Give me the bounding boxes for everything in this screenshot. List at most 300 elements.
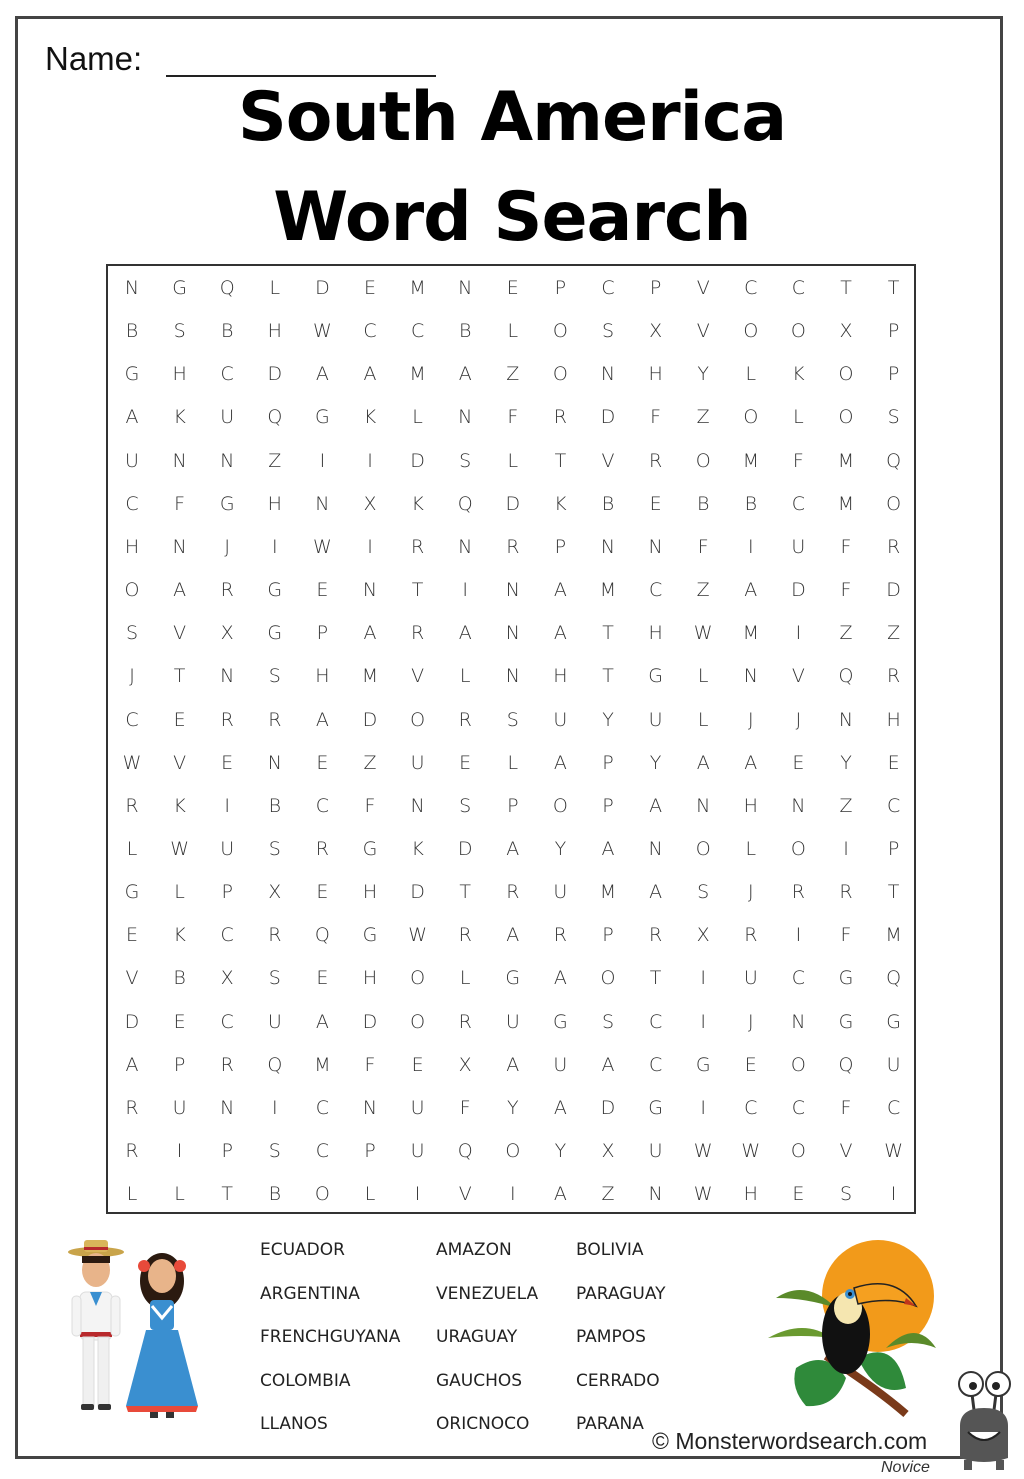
grid-letter[interactable]: L <box>126 1183 138 1206</box>
grid-letter[interactable]: Y <box>840 751 852 774</box>
grid-letter[interactable]: I <box>795 622 802 645</box>
grid-letter[interactable]: Q <box>457 1140 473 1162</box>
grid-letter[interactable]: I <box>509 1183 516 1206</box>
grid-letter[interactable]: H <box>743 794 758 817</box>
grid-letter[interactable]: N <box>743 665 758 688</box>
grid-letter[interactable]: I <box>367 449 373 472</box>
grid-letter[interactable]: S <box>173 320 186 343</box>
grid-letter[interactable]: N <box>458 535 473 558</box>
grid-letter[interactable]: G <box>172 277 187 299</box>
grid-letter[interactable]: N <box>172 449 187 472</box>
grid-letter[interactable]: X <box>220 622 234 645</box>
grid-letter[interactable]: N <box>458 406 473 429</box>
grid-letter[interactable]: J <box>129 665 135 688</box>
grid-letter[interactable]: X <box>649 320 663 343</box>
grid-letter[interactable]: D <box>600 1096 616 1119</box>
grid-letter[interactable]: I <box>271 1096 278 1119</box>
grid-letter[interactable]: A <box>744 579 758 602</box>
grid-letter[interactable]: M <box>837 449 855 472</box>
grid-letter[interactable]: H <box>362 881 378 904</box>
grid-letter[interactable]: S <box>268 967 281 990</box>
grid-letter[interactable]: Z <box>696 579 710 602</box>
grid-letter[interactable]: M <box>361 665 379 688</box>
grid-letter[interactable]: P <box>887 837 900 860</box>
grid-letter[interactable]: E <box>125 924 138 947</box>
grid-letter[interactable]: H <box>267 492 282 515</box>
grid-letter[interactable]: D <box>791 579 806 602</box>
grid-letter[interactable]: R <box>506 535 520 558</box>
grid-letter[interactable]: N <box>838 708 854 731</box>
grid-letter[interactable]: L <box>364 1183 376 1206</box>
grid-letter[interactable]: L <box>126 837 138 860</box>
grid-letter[interactable]: Y <box>554 837 567 860</box>
grid-letter[interactable]: F <box>174 492 186 515</box>
grid-letter[interactable]: D <box>457 837 473 860</box>
grid-letter[interactable]: N <box>410 794 425 817</box>
grid-letter[interactable]: A <box>125 406 139 429</box>
grid-letter[interactable]: N <box>362 579 378 602</box>
grid-letter[interactable]: F <box>840 1096 852 1119</box>
grid-letter[interactable]: O <box>552 320 568 343</box>
grid-letter[interactable]: P <box>602 751 614 774</box>
grid-letter[interactable]: G <box>886 1010 901 1033</box>
grid-letter[interactable]: N <box>220 665 235 688</box>
grid-letter[interactable]: R <box>648 449 663 472</box>
grid-letter[interactable]: P <box>887 320 900 343</box>
grid-letter[interactable]: Z <box>839 622 853 645</box>
grid-letter[interactable]: I <box>747 535 754 558</box>
grid-letter[interactable]: I <box>319 449 326 472</box>
grid-letter[interactable]: E <box>792 1183 805 1206</box>
grid-letter[interactable]: C <box>315 1140 330 1162</box>
grid-letter[interactable]: E <box>411 1053 424 1076</box>
grid-letter[interactable]: N <box>648 837 663 860</box>
grid-letter[interactable]: D <box>267 363 283 386</box>
grid-letter[interactable]: A <box>553 579 567 602</box>
grid-letter[interactable]: L <box>507 320 519 343</box>
grid-letter[interactable]: B <box>268 1183 282 1206</box>
grid-letter[interactable]: D <box>362 1010 378 1033</box>
grid-letter[interactable]: M <box>409 277 426 299</box>
grid-letter[interactable]: V <box>839 1140 853 1162</box>
grid-letter[interactable]: R <box>839 881 853 904</box>
grid-letter[interactable]: R <box>268 924 282 947</box>
grid-letter[interactable]: W <box>884 1140 903 1162</box>
grid-letter[interactable]: O <box>552 794 568 817</box>
grid-letter[interactable]: X <box>696 924 710 947</box>
grid-letter[interactable]: B <box>173 967 186 990</box>
grid-letter[interactable]: O <box>790 1140 806 1162</box>
grid-letter[interactable]: J <box>224 535 230 558</box>
grid-letter[interactable]: X <box>458 1053 472 1076</box>
grid-letter[interactable]: S <box>601 320 615 343</box>
grid-letter[interactable]: C <box>744 1096 758 1119</box>
grid-letter[interactable]: E <box>887 751 900 774</box>
grid-letter[interactable]: K <box>173 924 186 947</box>
grid-letter[interactable]: G <box>838 967 854 990</box>
grid-letter[interactable]: C <box>220 1010 234 1033</box>
grid-letter[interactable]: Z <box>696 406 710 429</box>
grid-letter[interactable]: X <box>220 967 234 990</box>
grid-letter[interactable]: W <box>741 1140 761 1162</box>
grid-letter[interactable]: H <box>648 622 663 645</box>
grid-letter[interactable]: M <box>599 881 617 904</box>
grid-letter[interactable]: K <box>411 492 424 515</box>
grid-letter[interactable]: T <box>887 881 900 904</box>
grid-letter[interactable]: N <box>505 579 520 602</box>
grid-letter[interactable]: P <box>602 924 614 947</box>
grid-letter[interactable]: U <box>743 967 758 990</box>
grid-letter[interactable]: P <box>649 277 662 299</box>
grid-letter[interactable]: U <box>220 837 235 860</box>
grid-letter[interactable]: E <box>173 1010 186 1033</box>
grid-letter[interactable]: N <box>648 1183 663 1206</box>
grid-letter[interactable]: O <box>790 320 806 343</box>
grid-letter[interactable]: O <box>695 449 711 472</box>
grid-letter[interactable]: Q <box>314 924 330 947</box>
grid-letter[interactable]: T <box>411 579 424 602</box>
grid-letter[interactable]: F <box>364 794 376 817</box>
grid-letter[interactable]: S <box>459 794 472 817</box>
grid-letter[interactable]: N <box>791 794 806 817</box>
grid-letter[interactable]: Y <box>554 1140 567 1162</box>
grid-letter[interactable]: Z <box>268 449 282 472</box>
grid-letter[interactable]: K <box>173 406 186 429</box>
grid-letter[interactable]: R <box>410 622 425 645</box>
grid-letter[interactable]: F <box>840 579 852 602</box>
grid-letter[interactable]: B <box>458 320 472 343</box>
grid-letter[interactable]: Q <box>886 449 902 472</box>
grid-letter[interactable]: H <box>743 1183 758 1206</box>
grid-letter[interactable]: O <box>743 320 759 343</box>
grid-letter[interactable]: E <box>459 751 472 774</box>
grid-letter[interactable]: U <box>791 535 806 558</box>
grid-letter[interactable]: M <box>599 579 617 602</box>
grid-letter[interactable]: Z <box>506 363 520 386</box>
grid-letter[interactable]: O <box>743 406 759 429</box>
grid-letter[interactable]: K <box>792 363 805 386</box>
grid-letter[interactable]: R <box>125 1096 139 1119</box>
grid-letter[interactable]: X <box>268 881 282 904</box>
grid-letter[interactable]: A <box>744 751 758 774</box>
grid-letter[interactable]: I <box>414 1183 421 1206</box>
grid-letter[interactable]: L <box>412 406 423 429</box>
grid-letter[interactable]: T <box>602 622 614 645</box>
grid-letter[interactable]: O <box>790 837 806 860</box>
grid-letter[interactable]: O <box>886 492 902 515</box>
grid-letter[interactable]: E <box>506 277 519 299</box>
grid-letter[interactable]: N <box>172 535 187 558</box>
grid-letter[interactable]: M <box>742 449 759 472</box>
grid-letter[interactable]: R <box>220 1053 234 1076</box>
grid-letter[interactable]: S <box>506 708 519 731</box>
grid-letter[interactable]: S <box>125 622 139 645</box>
grid-letter[interactable]: M <box>742 622 759 645</box>
grid-letter[interactable]: F <box>792 449 804 472</box>
name-blank-line[interactable] <box>166 75 436 77</box>
grid-letter[interactable]: L <box>507 751 519 774</box>
grid-letter[interactable]: H <box>124 535 140 558</box>
grid-letter[interactable]: R <box>220 708 234 731</box>
grid-letter[interactable]: A <box>506 837 520 860</box>
grid-letter[interactable]: E <box>363 277 376 299</box>
grid-letter[interactable]: G <box>695 1053 711 1076</box>
grid-letter[interactable]: L <box>269 277 281 299</box>
grid-letter[interactable]: B <box>125 320 139 343</box>
grid-letter[interactable]: O <box>410 1010 426 1033</box>
grid-letter[interactable]: K <box>363 406 377 429</box>
grid-letter[interactable]: C <box>125 492 139 515</box>
grid-letter[interactable]: C <box>648 1053 663 1076</box>
grid-letter[interactable]: C <box>125 708 139 731</box>
grid-letter[interactable]: Q <box>838 665 854 688</box>
grid-letter[interactable]: U <box>886 1053 901 1076</box>
grid-letter[interactable]: A <box>458 622 472 645</box>
grid-letter[interactable]: N <box>505 622 520 645</box>
grid-letter[interactable]: S <box>459 449 472 472</box>
grid-letter[interactable]: A <box>315 708 329 731</box>
grid-letter[interactable]: Z <box>839 794 853 817</box>
grid-letter[interactable]: A <box>173 579 187 602</box>
grid-letter[interactable]: O <box>314 1183 330 1206</box>
grid-letter[interactable]: Y <box>649 751 662 774</box>
grid-letter[interactable]: A <box>553 1096 567 1119</box>
grid-letter[interactable]: H <box>315 665 330 688</box>
grid-letter[interactable]: I <box>700 1010 706 1033</box>
grid-letter[interactable]: C <box>220 363 234 386</box>
grid-letter[interactable]: T <box>554 449 567 472</box>
grid-letter[interactable]: S <box>697 881 710 904</box>
grid-letter[interactable]: A <box>458 363 472 386</box>
grid-letter[interactable]: P <box>554 535 567 558</box>
grid-letter[interactable]: C <box>363 320 377 343</box>
grid-letter[interactable]: Q <box>267 1053 283 1076</box>
grid-letter[interactable]: E <box>792 751 805 774</box>
grid-letter[interactable]: R <box>886 535 901 558</box>
grid-letter[interactable]: D <box>124 1010 140 1033</box>
grid-letter[interactable]: L <box>745 837 757 860</box>
grid-letter[interactable]: W <box>408 924 427 947</box>
grid-letter[interactable]: R <box>220 579 234 602</box>
grid-letter[interactable]: N <box>362 1096 378 1119</box>
grid-letter[interactable]: P <box>602 794 614 817</box>
grid-letter[interactable]: O <box>790 1053 806 1076</box>
grid-letter[interactable]: D <box>315 277 330 299</box>
grid-letter[interactable]: O <box>600 967 616 990</box>
grid-letter[interactable]: R <box>315 837 329 860</box>
grid-letter[interactable]: T <box>173 665 186 688</box>
grid-letter[interactable]: D <box>410 881 425 904</box>
grid-letter[interactable]: C <box>648 579 663 602</box>
grid-letter[interactable]: C <box>791 277 806 299</box>
grid-letter[interactable]: L <box>697 708 709 731</box>
grid-letter[interactable]: I <box>176 1140 183 1162</box>
grid-letter[interactable]: U <box>267 1010 282 1033</box>
grid-letter[interactable]: Z <box>601 1183 615 1206</box>
grid-letter[interactable]: R <box>886 665 901 688</box>
grid-letter[interactable]: V <box>601 449 615 472</box>
grid-letter[interactable]: T <box>840 277 852 299</box>
grid-letter[interactable]: U <box>648 1140 663 1162</box>
grid-letter[interactable]: A <box>553 1183 567 1206</box>
grid-letter[interactable]: A <box>553 622 567 645</box>
grid-letter[interactable]: I <box>795 924 802 947</box>
grid-letter[interactable]: E <box>173 708 186 731</box>
grid-letter[interactable]: U <box>410 1096 425 1119</box>
grid-letter[interactable]: R <box>553 406 567 429</box>
grid-letter[interactable]: P <box>173 1053 186 1076</box>
grid-letter[interactable]: X <box>601 1140 615 1162</box>
grid-letter[interactable]: G <box>315 406 330 429</box>
grid-letter[interactable]: R <box>791 881 805 904</box>
grid-letter[interactable]: T <box>221 1183 233 1206</box>
grid-letter[interactable]: G <box>553 1010 568 1033</box>
grid-letter[interactable]: C <box>791 1096 806 1119</box>
grid-letter[interactable]: O <box>838 406 854 429</box>
grid-letter[interactable]: L <box>174 881 185 904</box>
grid-letter[interactable]: G <box>219 492 235 515</box>
grid-letter[interactable]: L <box>174 1183 185 1206</box>
grid-letter[interactable]: E <box>316 751 329 774</box>
grid-letter[interactable]: G <box>648 665 663 688</box>
grid-letter[interactable]: A <box>553 967 567 990</box>
grid-letter[interactable]: N <box>505 665 520 688</box>
grid-letter[interactable]: E <box>744 1053 757 1076</box>
grid-letter[interactable]: O <box>695 837 711 860</box>
grid-letter[interactable]: N <box>791 1010 806 1033</box>
grid-letter[interactable]: V <box>458 1183 472 1206</box>
grid-letter[interactable]: N <box>220 1096 235 1119</box>
grid-letter[interactable]: C <box>791 492 806 515</box>
grid-letter[interactable]: G <box>505 967 521 990</box>
grid-letter[interactable]: M <box>837 492 855 515</box>
grid-letter[interactable]: V <box>173 622 187 645</box>
grid-letter[interactable]: A <box>649 794 663 817</box>
grid-letter[interactable]: I <box>462 579 468 602</box>
grid-letter[interactable]: J <box>747 1010 754 1033</box>
grid-letter[interactable]: A <box>315 363 329 386</box>
grid-letter[interactable]: N <box>458 277 473 299</box>
grid-letter[interactable]: H <box>648 363 663 386</box>
grid-letter[interactable]: N <box>696 794 711 817</box>
grid-letter[interactable]: O <box>552 363 568 386</box>
grid-letter[interactable]: G <box>648 1096 663 1119</box>
grid-letter[interactable]: A <box>696 751 710 774</box>
grid-letter[interactable]: N <box>220 449 235 472</box>
grid-letter[interactable]: B <box>601 492 615 515</box>
grid-letter[interactable]: D <box>886 579 901 602</box>
grid-letter[interactable]: E <box>316 967 329 990</box>
grid-letter[interactable]: S <box>601 1010 615 1033</box>
grid-letter[interactable]: C <box>315 1096 330 1119</box>
grid-letter[interactable]: A <box>601 837 615 860</box>
grid-letter[interactable]: D <box>600 406 616 429</box>
grid-letter[interactable]: I <box>700 967 706 990</box>
grid-letter[interactable]: C <box>791 967 806 990</box>
grid-letter[interactable]: U <box>553 1053 568 1076</box>
grid-letter[interactable]: G <box>362 837 378 860</box>
grid-letter[interactable]: G <box>124 881 140 904</box>
grid-letter[interactable]: A <box>649 881 663 904</box>
grid-letter[interactable]: G <box>838 1010 854 1033</box>
grid-letter[interactable]: G <box>267 579 283 602</box>
grid-letter[interactable]: F <box>840 924 852 947</box>
grid-letter[interactable]: R <box>458 1010 472 1033</box>
grid-letter[interactable]: H <box>553 665 568 688</box>
grid-letter[interactable]: F <box>459 1096 471 1119</box>
grid-letter[interactable]: J <box>795 708 802 731</box>
grid-letter[interactable]: L <box>793 406 804 429</box>
grid-letter[interactable]: P <box>887 363 900 386</box>
grid-letter[interactable]: T <box>887 277 900 299</box>
grid-letter[interactable]: W <box>693 1140 713 1162</box>
grid-letter[interactable]: F <box>840 535 852 558</box>
grid-letter[interactable]: U <box>553 708 568 731</box>
grid-letter[interactable]: A <box>601 1053 615 1076</box>
grid-letter[interactable]: T <box>649 967 662 990</box>
grid-letter[interactable]: L <box>745 363 757 386</box>
grid-letter[interactable]: Z <box>887 622 901 645</box>
grid-letter[interactable]: W <box>312 320 332 343</box>
grid-letter[interactable]: I <box>700 1096 706 1119</box>
grid-letter[interactable]: G <box>124 363 140 386</box>
grid-letter[interactable]: Q <box>457 492 473 515</box>
grid-letter[interactable]: C <box>410 320 425 343</box>
grid-letter[interactable]: K <box>411 837 424 860</box>
grid-letter[interactable]: J <box>747 881 754 904</box>
grid-letter[interactable]: L <box>697 665 709 688</box>
grid-letter[interactable]: R <box>125 1140 139 1162</box>
grid-letter[interactable]: R <box>410 535 425 558</box>
grid-letter[interactable]: U <box>553 881 568 904</box>
grid-letter[interactable]: N <box>315 492 330 515</box>
grid-letter[interactable]: F <box>507 406 519 429</box>
grid-letter[interactable]: V <box>791 665 805 688</box>
grid-letter[interactable]: L <box>459 967 471 990</box>
grid-letter[interactable]: O <box>505 1140 521 1162</box>
grid-letter[interactable]: D <box>362 708 378 731</box>
grid-letter[interactable]: H <box>886 708 901 731</box>
grid-letter[interactable]: B <box>220 320 234 343</box>
grid-letter[interactable]: V <box>173 751 187 774</box>
grid-letter[interactable]: K <box>554 492 567 515</box>
grid-letter[interactable]: B <box>696 492 710 515</box>
grid-letter[interactable]: D <box>410 449 425 472</box>
grid-letter[interactable]: U <box>410 1140 425 1162</box>
grid-letter[interactable]: V <box>125 967 139 990</box>
grid-letter[interactable]: G <box>362 924 378 947</box>
grid-letter[interactable]: O <box>838 363 854 386</box>
grid-letter[interactable]: W <box>693 1183 713 1206</box>
grid-letter[interactable]: C <box>220 924 234 947</box>
grid-letter[interactable]: H <box>267 320 282 343</box>
grid-letter[interactable]: X <box>839 320 853 343</box>
grid-letter[interactable]: D <box>505 492 521 515</box>
grid-letter[interactable]: Y <box>697 363 709 386</box>
grid-letter[interactable]: M <box>314 1053 331 1076</box>
grid-letter[interactable]: Q <box>838 1053 854 1076</box>
grid-letter[interactable]: M <box>885 924 902 947</box>
grid-letter[interactable]: Y <box>506 1096 519 1119</box>
grid-letter[interactable]: Q <box>267 406 283 429</box>
grid-letter[interactable]: N <box>124 277 140 299</box>
grid-letter[interactable]: P <box>554 277 567 299</box>
grid-letter[interactable]: C <box>315 794 330 817</box>
grid-letter[interactable]: S <box>268 665 281 688</box>
grid-letter[interactable]: C <box>886 1096 901 1119</box>
grid-letter[interactable]: E <box>316 579 329 602</box>
grid-letter[interactable]: M <box>409 363 426 386</box>
